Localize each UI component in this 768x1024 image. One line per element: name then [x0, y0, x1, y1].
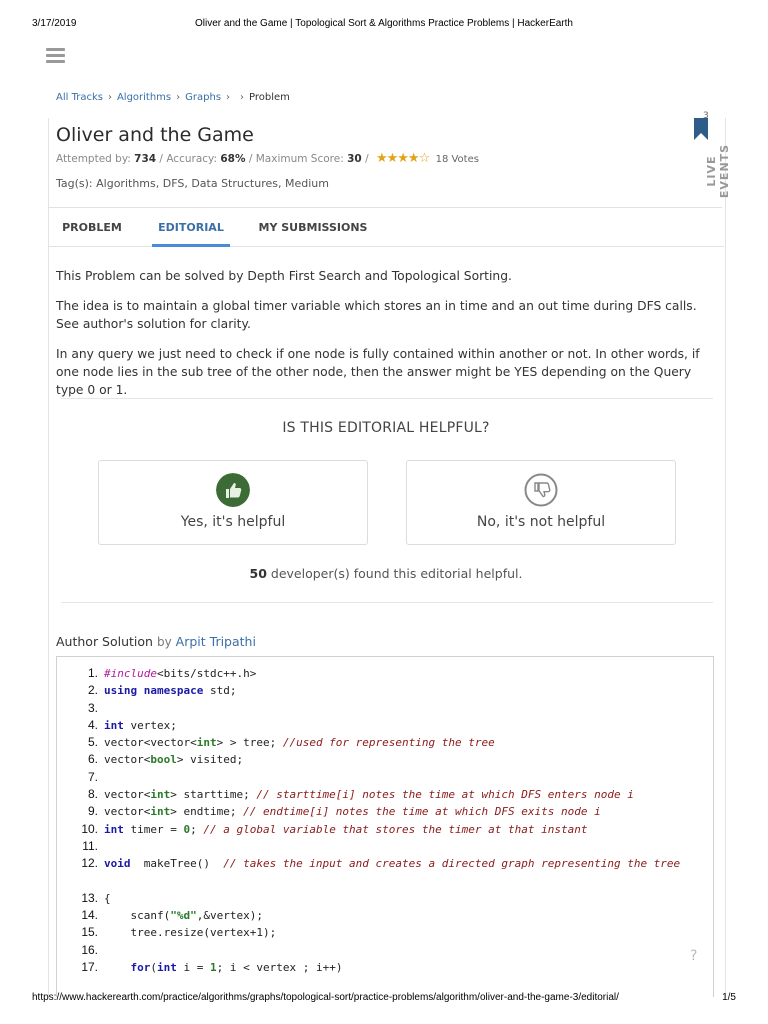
helpful-yes-button[interactable]	[98, 460, 368, 545]
help-icon[interactable]: ?	[690, 948, 698, 964]
code-line-number: 2.	[87, 683, 98, 698]
code-line-text: for(int i = 1; i < vertex ; i++)	[130, 961, 343, 975]
code-line-number: 13.	[81, 890, 98, 905]
code-line-number: 14.	[81, 908, 98, 923]
code-line-text: tree.resize(vertex+1);	[104, 926, 277, 940]
problem-stats: Attempted by: 734 / Accuracy: 68% / Maximum Score: 30 / ★★★★☆ 18 Votes	[56, 151, 479, 166]
problem-header	[56, 124, 254, 146]
code-line-number: 7.	[87, 769, 98, 784]
print-url: https://www.hackerearth.com/practice/algorithms/graphs/topological-sort/practice-problems/algorithm/oliver-and-the-game-3/editorial/	[32, 992, 619, 1003]
page-title: Oliver and the Game	[56, 124, 254, 146]
helpful-no-label: No, it's not helpful	[476, 514, 606, 530]
menu-icon[interactable]	[46, 48, 65, 63]
code-line-text: vector<vector<int> > tree; //used for representing the tree	[104, 736, 495, 750]
print-date: 3/17/2019	[32, 18, 77, 29]
code-line-text: using namespace std;	[104, 684, 237, 698]
breadcrumb-algorithms[interactable]: Algorithms	[116, 92, 172, 103]
author-solution-label: Author Solution	[56, 634, 153, 649]
code-line-text: {	[104, 891, 111, 905]
tab-problem[interactable]: PROBLEM	[62, 221, 122, 234]
attempted-value: 734	[134, 153, 157, 165]
problem-tags: Tag(s): Algorithms, DFS, Data Structures, Medium	[56, 177, 329, 190]
code-line-text: int timer = 0; // a global variable that stores the timer at that instant	[104, 822, 588, 836]
helpful-count-text: developer(s) found this editorial helpful.	[266, 566, 523, 581]
code-line-number: 4.	[87, 717, 98, 732]
breadcrumb-all-tracks[interactable]: All Tracks	[56, 92, 103, 103]
print-page-title: Oliver and the Game | Topological Sort & Algorithms Practice Problems | HackerEarth	[195, 18, 573, 29]
code-line-number: 11.	[82, 838, 98, 853]
tab-my-submissions[interactable]: MY SUBMISSIONS	[258, 221, 368, 234]
thumbs-up-icon	[216, 473, 250, 507]
code-block	[56, 656, 714, 997]
author-by: by	[156, 635, 172, 649]
print-page-number: 1/5	[722, 992, 736, 1003]
editorial-paragraph: This Problem can be solved by Depth First Search and Topological Sorting.	[56, 269, 512, 283]
code-line-text: int vertex;	[104, 718, 177, 732]
code-line-number: 6.	[87, 752, 98, 767]
breadcrumb-separator-icon: ›	[240, 92, 245, 103]
rating-stars-icon[interactable]: ★★★★☆	[375, 151, 430, 166]
live-events-tab[interactable]: LIVE EVENTS	[705, 143, 731, 199]
code-line-number: 12.	[81, 856, 98, 871]
code-line-number: 10.	[81, 821, 98, 836]
code-line-text: vector<int> starttime; // starttime[i] notes the time at which DFS enters node i	[104, 788, 634, 802]
helpful-yes-label: Yes, it's helpful	[180, 514, 286, 530]
bookmark-count: 3	[703, 111, 709, 121]
max-score-value: 30	[347, 153, 362, 165]
divider	[61, 602, 713, 603]
breadcrumb-separator-icon: ›	[176, 92, 181, 103]
breadcrumb-separator-icon: ›	[226, 92, 231, 103]
code-line-text: vector<bool> visited;	[104, 753, 244, 767]
code-line-text: #include<bits/stdc++.h>	[104, 667, 257, 680]
code-line-number: 17.	[81, 960, 98, 975]
votes-count: 18 Votes	[435, 154, 479, 165]
helpful-count-value: 50	[249, 566, 267, 581]
helpful-question: IS THIS EDITORIAL HELPFUL?	[282, 420, 490, 436]
breadcrumb-current: Problem	[249, 92, 290, 103]
breadcrumb-separator-icon: ›	[107, 92, 112, 103]
author-solution-heading	[56, 634, 256, 649]
helpful-no-button[interactable]	[406, 460, 676, 545]
attempted-label: Attempted by:	[56, 153, 131, 165]
code-line-number: 1.	[87, 666, 98, 680]
breadcrumb	[56, 92, 290, 103]
editorial-paragraph: The idea is to maintain a global timer variable which stores an in time and an out time during DFS calls. See author's solution for clarity.	[56, 299, 697, 331]
helpful-count	[48, 566, 724, 581]
code-line-text: void makeTree() // takes the input and creates a directed graph representing the tree	[104, 857, 681, 871]
breadcrumb-graphs[interactable]: Graphs	[185, 92, 222, 103]
editorial-paragraph: In any query we just need to check if one node is fully contained within another or not. In other words, if one node lies in the sub tree of the other node, then the answer might be YES depending on the Query type 0 or 1.	[56, 347, 700, 397]
tab-bar	[48, 208, 724, 247]
code-line-number: 8.	[87, 787, 98, 802]
accuracy-value: 68%	[220, 153, 246, 165]
max-score-label: Maximum Score:	[255, 153, 344, 165]
code-line-number: 5.	[87, 735, 98, 750]
code-line-number: 15.	[81, 925, 98, 940]
author-link[interactable]: Arpit Tripathi	[175, 634, 256, 649]
code-line-number: 3.	[87, 700, 98, 715]
divider	[61, 398, 713, 399]
code-line-number: 9.	[87, 804, 98, 819]
code-line-text: vector<int> endtime; // endtime[i] notes the time at which DFS exits node i	[104, 805, 601, 819]
tab-editorial[interactable]: EDITORIAL	[152, 208, 230, 246]
thumbs-down-icon	[524, 473, 558, 507]
code-line-text: scanf("%d",&vertex);	[104, 909, 263, 923]
accuracy-label: Accuracy:	[166, 153, 218, 165]
code-line-number: 16.	[81, 942, 98, 957]
